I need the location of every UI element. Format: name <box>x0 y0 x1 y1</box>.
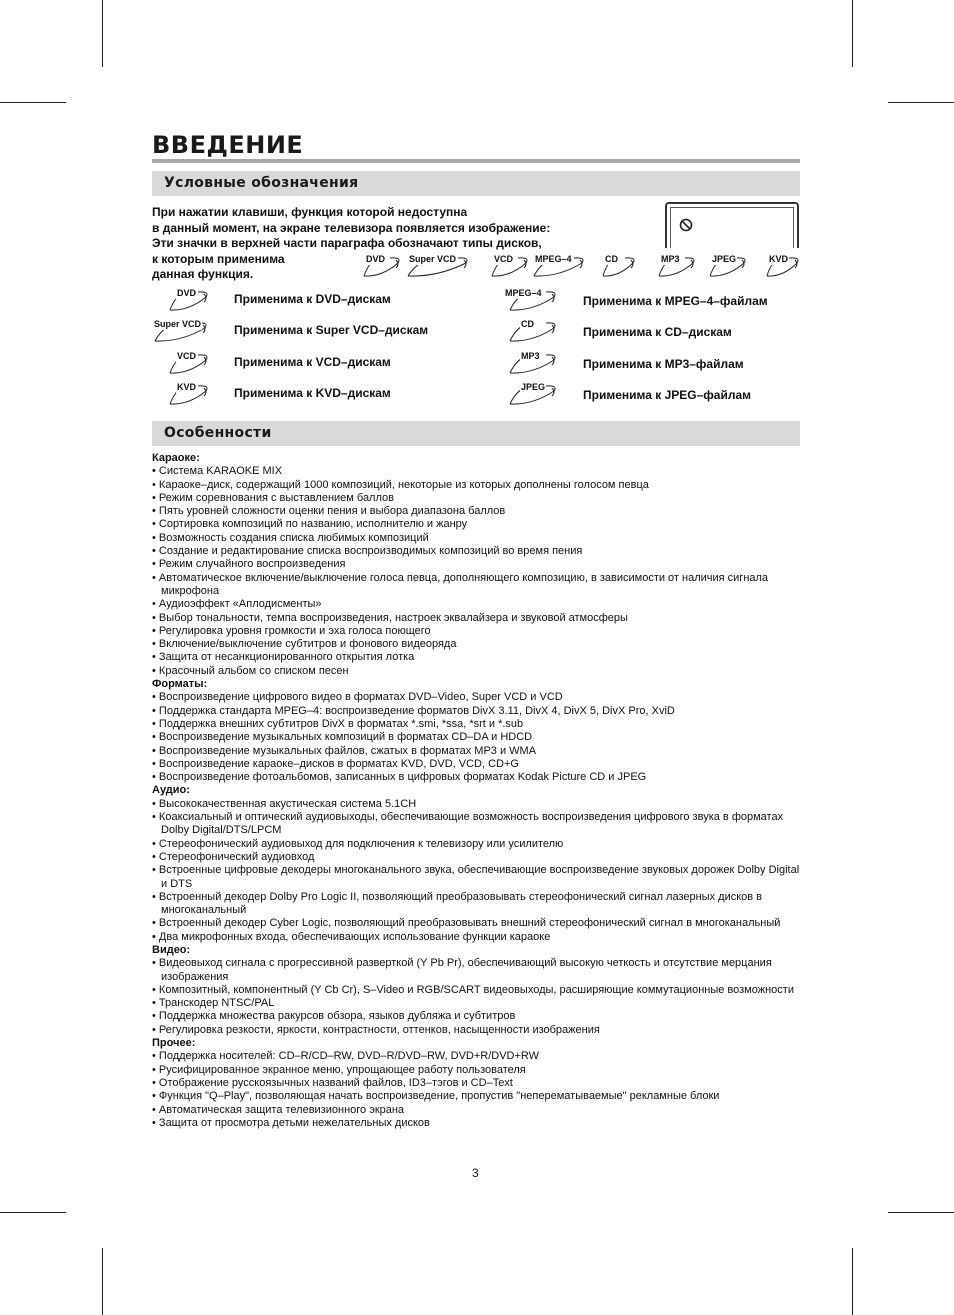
feature-item: • Воспроизведение музыкальных композиций в форматах CD–DA и HDCD <box>152 731 802 744</box>
disc-badge-label: Super VCD <box>409 254 457 264</box>
feature-item: • Стереофонический аудиовход <box>152 851 802 864</box>
disc-badge-icon <box>657 256 697 278</box>
crop-mark <box>888 1212 954 1213</box>
disc-badge-icon <box>765 256 801 278</box>
feature-item: • Регулировка уровня громкости и эха голоса поющего <box>152 625 802 638</box>
legend-text: Применима к Super VCD–дискам <box>234 323 429 337</box>
page-number: 3 <box>472 1166 479 1180</box>
disc-badge-icon <box>362 256 402 278</box>
intro-line: данная функция. <box>152 267 254 281</box>
feature-item: • Пять уровней сложности оценки пения и выбора диапазона баллов <box>152 505 802 518</box>
disc-badge-label: KVD <box>177 382 197 392</box>
feature-item: • Отображение русскоязычных названий файлов, ID3–тэгов и CD–Text <box>152 1077 802 1090</box>
feature-item: • Регулировка резкости, яркости, контрастности, оттенков, насыщенности изображения <box>152 1024 802 1037</box>
disc-badge-icon <box>508 384 558 406</box>
intro-line: Эти значки в верхней части параграфа обозначают типы дисков, <box>152 236 542 250</box>
feature-item: • Система KARAOKE MIX <box>152 465 802 478</box>
intro-line: При нажатии клавиши, функция которой недоступна <box>152 205 468 219</box>
legend-text: Применима к MPEG–4–файлам <box>583 294 768 308</box>
feature-item: • Красочный альбом со списком песен <box>152 665 802 678</box>
feature-item: • Поддержка носителей: CD–R/CD–RW, DVD–R/DVD–RW, DVD+R/DVD+RW <box>152 1050 802 1063</box>
disc-badge-label: VCD <box>177 351 197 361</box>
feature-item: • Автоматическое включение/выключение голоса певца, дополняющего композицию, в зависимости от наличия сигнала микрофона <box>152 572 802 599</box>
feature-item: • Стереофонический аудиовыход для подключения к телевизору или усилителю <box>152 838 802 851</box>
feature-item: • Поддержка стандарта MPEG–4: воспроизведение форматов DivX 3.11, DivX 4, DivX 5, DivX Pro, XviD <box>152 705 802 718</box>
legend-text: Применима к JPEG–файлам <box>583 388 751 402</box>
section-title: Условные обозначения <box>164 175 359 191</box>
feature-item: • Создание и редактирование списка воспроизводимых композиций во время пения <box>152 545 802 558</box>
feature-item: • Режим случайного воспроизведения <box>152 558 802 571</box>
feature-group-heading: Прочее: <box>152 1037 196 1050</box>
disc-badge-label: Super VCD <box>154 319 202 329</box>
intro-line: в данный момент, на экране телевизора появляется изображение: <box>152 220 551 235</box>
feature-group-heading: Форматы: <box>152 678 208 691</box>
feature-item: • Выбор тональности, темпа воспроизведения, настроек эквалайзера и звуковой атмосферы <box>152 612 802 625</box>
legend-text: Применима к KVD–дискам <box>234 386 391 400</box>
feature-item: • Поддержка множества ракурсов обзора, языков дубляжа и субтитров <box>152 1010 802 1023</box>
disc-badge-icon <box>708 256 748 278</box>
feature-item: • Воспроизведение цифрового видео в форматах DVD–Video, Super VCD и VCD <box>152 691 802 704</box>
section-header-symbols <box>152 171 800 196</box>
feature-item: • Встроенный декодер Dolby Pro Logic II, позволяющий преобразовывать стереофонический сигнал лазерных дисков в многоканальный <box>152 891 802 918</box>
disc-badge-icon <box>168 384 210 406</box>
feature-item: • Встроенный декодер Cyber Logic, позволяющий преобразовывать внешний стереофонический сигнал в многоканальный <box>152 917 802 930</box>
crop-mark <box>888 102 954 103</box>
feature-item: • Коаксиальный и оптический аудиовыходы, обеспечивающие возможность воспроизведения цифрового звука в форматах Dolby Digital/DTS/LPCM <box>152 811 802 838</box>
disc-badge-icon <box>601 256 637 278</box>
feature-item: • Воспроизведение караоке–дисков в форматах KVD, DVD, VCD, CD+G <box>152 758 802 771</box>
feature-group-heading: Аудио: <box>152 784 190 797</box>
prohibited-icon <box>679 218 693 232</box>
feature-item: • Высококачественная акустическая система 5.1CH <box>152 798 802 811</box>
disc-badge-label: DVD <box>177 288 197 298</box>
feature-item: • Функция "Q–Play", позволяющая начать воспроизведение, пропустив "неперематываемые" рекламные блоки <box>152 1090 802 1103</box>
intro-line: к которым применима <box>152 251 285 266</box>
feature-item: • Аудиоэффект «Аплодисменты» <box>152 598 802 611</box>
disc-badge-icon <box>505 288 558 312</box>
legend-text: Применима к MP3–файлам <box>583 357 744 371</box>
feature-group-heading: Видео: <box>152 943 191 956</box>
feature-item: • Русифицированное экранное меню, упрощающее работу пользователя <box>152 1064 802 1077</box>
disc-badge-label: MPEG–4 <box>505 288 542 298</box>
section-title: Особенности <box>164 425 272 441</box>
crop-mark <box>852 0 853 67</box>
features-list <box>152 452 802 1130</box>
disc-badge-label: DVD <box>366 254 386 264</box>
feature-item: • Воспроизведение музыкальных файлов, сжатых в форматах MP3 и WMA <box>152 745 802 758</box>
feature-item: • Встроенные цифровые декодеры многоканального звука, обеспечивающие воспроизведение звуковых дорожек Dolby Digital и DTS <box>152 864 802 891</box>
legend-text: Применима к VCD–дискам <box>234 355 391 369</box>
disc-badge-icon <box>406 256 470 278</box>
disc-badge-label: KVD <box>769 254 789 264</box>
disc-badge-label: MP3 <box>661 254 680 264</box>
feature-item: • Автоматическая защита телевизионного экрана <box>152 1104 802 1117</box>
disc-badge-label: MPEG–4 <box>535 254 572 264</box>
disc-badge-label: CD <box>521 319 534 329</box>
feature-item: • Воспроизведение фотоальбомов, записанных в цифровых форматах Kodak Picture CD и JPEG <box>152 771 802 784</box>
feature-item: • Защита от несанкционированного открытия лотка <box>152 651 802 664</box>
title-rule <box>152 159 800 163</box>
feature-item: • Поддержка внешних субтитров DivX в форматах *.smi, *ssa, *srt и *.sub <box>152 718 802 731</box>
disc-badge-icon <box>168 353 210 375</box>
disc-badge-icon <box>490 256 530 278</box>
feature-group-heading: Караоке: <box>152 452 200 464</box>
crop-mark <box>102 1248 103 1315</box>
feature-item: • Возможность создания списка любимых композиций <box>152 532 802 545</box>
disc-badge-label: VCD <box>494 254 514 264</box>
feature-item: • Сортировка композиций по названию, исполнителю и жанру <box>152 518 802 531</box>
feature-item: • Композитный, компонентный (Y Cb Cr), S–Video и RGB/SCART видеовыходы, расширяющие коммутационные возможности <box>152 984 802 997</box>
disc-badge-icon <box>508 353 558 375</box>
feature-item: • Защита от просмотра детьми нежелательных дисков <box>152 1117 802 1130</box>
page-title: ВВЕДЕНИЕ <box>152 131 304 159</box>
disc-badge-label: JPEG <box>712 254 737 264</box>
crop-mark <box>852 1248 853 1315</box>
tv-screen-icon <box>665 202 799 248</box>
crop-mark <box>102 0 103 67</box>
crop-mark <box>0 102 66 103</box>
feature-item: • Транскодер NTSC/PAL <box>152 997 802 1010</box>
disc-badge-icon <box>168 290 210 312</box>
disc-badge-icon <box>532 256 586 278</box>
feature-item: • Видеовыход сигнала с прогрессивной разверткой (Y Pb Pr), обеспечивающий высокую четкость и отсутствие мерцания изображения <box>152 957 802 984</box>
feature-item: • Караоке–диск, содержащий 1000 композиций, некоторые из которых дополнены голосом певца <box>152 479 802 492</box>
feature-item: • Два микрофонных входа, обеспечивающих использование функции караоке <box>152 931 802 944</box>
legend-text: Применима к CD–дискам <box>583 325 732 339</box>
disc-badge-label: CD <box>605 254 618 264</box>
disc-badge-icon <box>508 321 558 343</box>
disc-badge-icon <box>153 321 209 343</box>
feature-item: • Включение/выключение субтитров и фонового видеоряда <box>152 638 802 651</box>
crop-mark <box>0 1212 66 1213</box>
disc-badge-label: MP3 <box>521 351 540 361</box>
section-header-features <box>152 421 800 446</box>
disc-badge-label: JPEG <box>521 382 546 392</box>
legend-text: Применима к DVD–дискам <box>234 292 391 306</box>
feature-item: • Режим соревнования с выставлением баллов <box>152 492 802 505</box>
